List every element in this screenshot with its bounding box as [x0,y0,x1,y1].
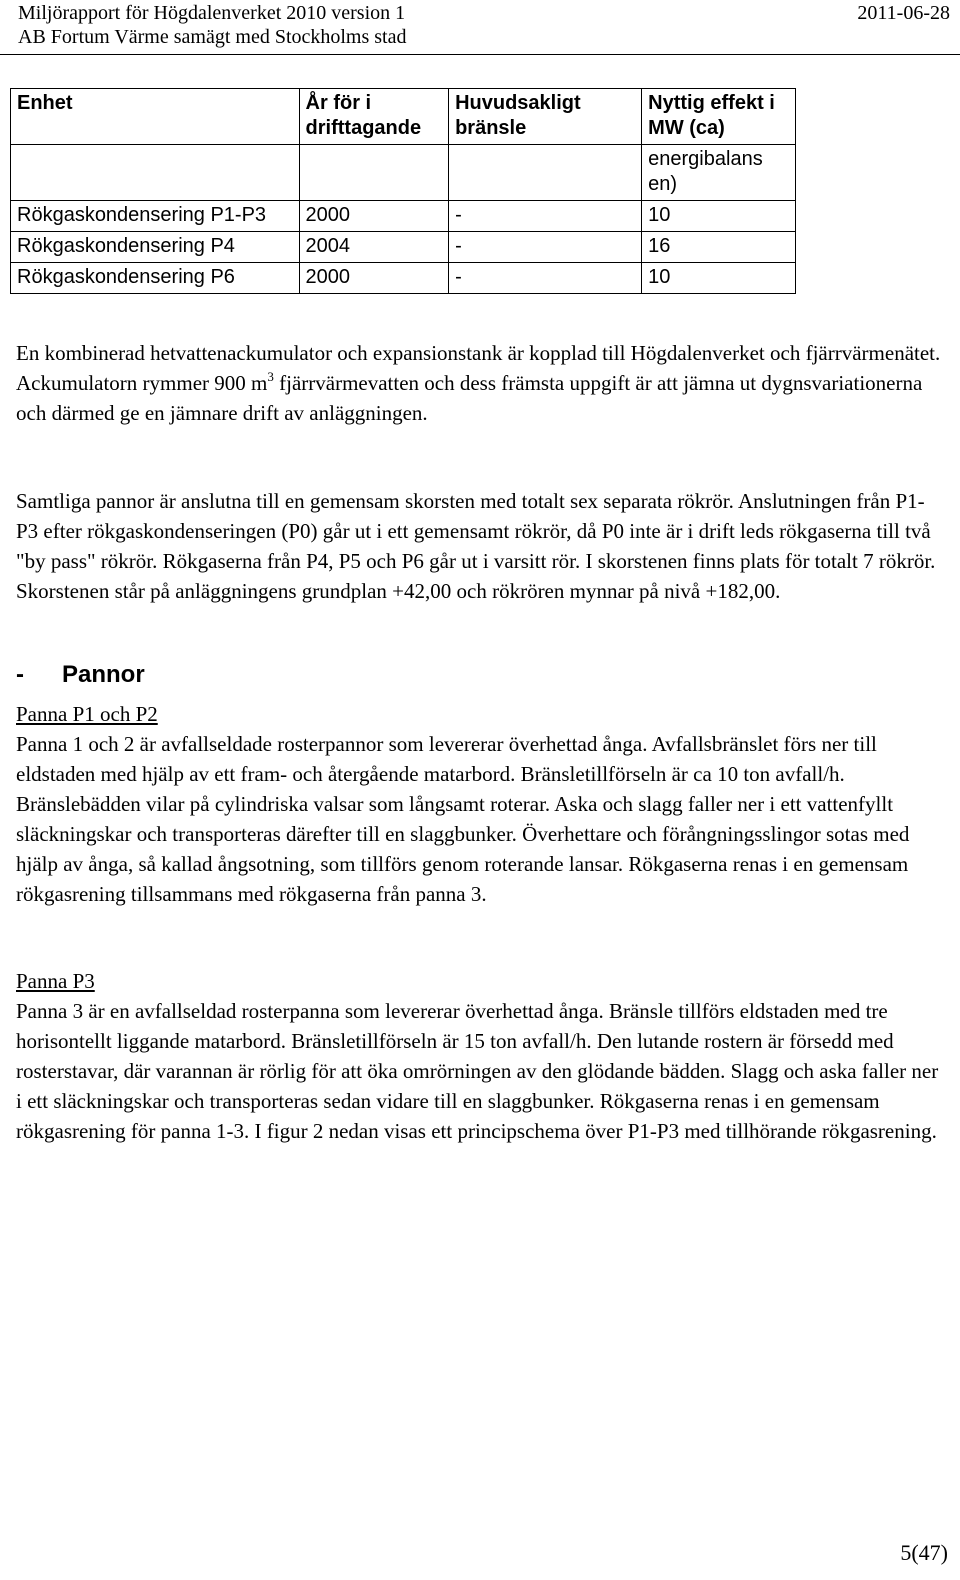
units-table [10,88,796,294]
table-row [11,201,796,232]
table-cell-fuel: - [449,263,642,294]
table-cell-year: 2004 [299,232,449,263]
table-cell-year: 2000 [299,263,449,294]
page-header [0,0,960,55]
table-row [11,232,796,263]
report-subtitle: AB Fortum Värme samägt med Stockholms stad [18,26,407,48]
table-cell-year: 2000 [299,201,449,232]
table-cell-fuel: - [449,201,642,232]
table-cell-effect: 10 [642,263,796,294]
table-cell-fuel: - [449,232,642,263]
table-cell-unit: Rökgaskondensering P6 [11,263,300,294]
paragraph-text: Samtliga pannor är anslutna till en gemensam skorsten med totalt sex separata rökrör. Anslutningen från P1-P3 efter rökgaskondenseringen (P0) går ut i ett gemensamt rökrör, då P0 inte är i drift leds rökgaserna till två "by pass" rökrör. Rökgaserna från P4, P5 och P6 går ut i varsitt rör. I skorstenen finns plats för totalt 7 rökrör. Skorstenen står på anläggningens grundplan +42,00 och rökrören mynnar på nivå +182,00. [16,489,936,603]
table-header-note-row [11,145,796,201]
header-note: energibalans en) [642,145,796,201]
page-number: 5(47) [900,1540,948,1565]
chimney-paragraph [16,486,944,606]
table-cell-effect: 10 [642,201,796,232]
subsection-heading: Panna P1 och P2 [16,702,158,726]
subsection-heading: Panna P3 [16,969,95,993]
table-cell-unit: Rökgaskondensering P4 [11,232,300,263]
subsection-p1-p2 [16,699,944,909]
subsection-text: Panna 1 och 2 är avfallseldade rosterpannor som levererar överhettad ånga. Avfallsbränslet förs ner till eldstaden med hjälp av ett fram- och återgående matarbord. Bränsletillförseln är ca 10 ton avfall/h. Bränslebädden vilar på cylindriska valsar som långsamt roterar. Aska och slagg faller ner i ett vattenfyllt släckningskar och transporteras därefter till en slaggbunker. Överhettare och förångningsslingor sotas med hjälp av ånga, så kallad ångsotning, som tillförs genom roterande lansar. Rökgaserna renas i en gemensam rökgasrening tillsammans med rökgaserna från panna 3. [16,732,910,906]
accumulator-paragraph [16,338,944,428]
section-heading [16,660,145,690]
report-title: Miljörapport för Högdalenverket 2010 version 1 [18,2,406,24]
table-row [11,263,796,294]
column-header: Huvudsakligt bränsle [449,89,642,145]
table-cell-unit: Rökgaskondensering P1-P3 [11,201,300,232]
heading-dash: - [16,661,24,688]
table-cell-effect: 16 [642,232,796,263]
paragraph-text: fjärrvärmevatten och dess främsta uppgift är att jämna ut dygnsvariationerna och därmed ge en jämnare drift av anläggningen. [16,371,923,425]
column-header: Enhet [11,89,300,145]
report-date: 2011-06-28 [857,2,950,24]
table-header-row [11,89,796,145]
subsection-p3 [16,966,944,1146]
subsection-text: Panna 3 är en avfallseldad rosterpanna som levererar överhettad ånga. Bränsle tillförs eldstaden med tre horisontellt liggande matarbord. Bränsletillförseln är 15 ton avfall/h. Den lutande rostern är försedd med rosterstavar, där varannan är rörlig för att öka omrörningen av den glödande bädden. Slagg och aska faller ner i ett släckningskar och transporteras sedan vidare till en slaggbunker. Rökgaserna renas i en gemensam rökgasrening för panna 1-3. I figur 2 nedan visas ett principschema över P1-P3 med tillhörande rökgasrening. [16,999,939,1143]
heading-title: Pannor [62,661,145,688]
superscript: 3 [267,369,274,384]
paragraph-text: En kombinerad hetvattenackumulator och expansionstank är kopplad till Högdalenverket och fjärrvärmenätet. Ackumulatorn rymmer 900 m [16,341,941,395]
column-header: Nyttig effekt i MW (ca) [642,89,796,145]
column-header: År för i drifttagande [299,89,449,145]
